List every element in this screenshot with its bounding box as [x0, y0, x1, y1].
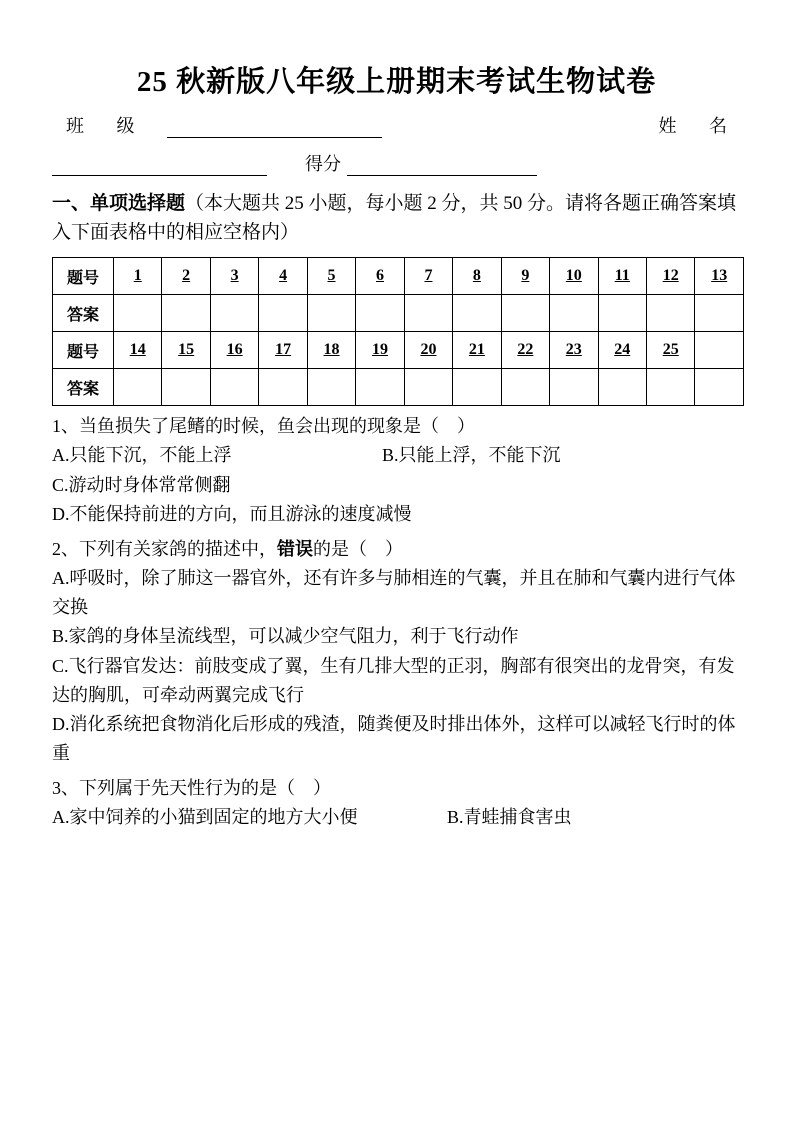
answer-cell[interactable] [695, 295, 744, 332]
answer-cell[interactable] [550, 295, 598, 332]
table-row [53, 258, 744, 295]
answer-cell[interactable] [646, 369, 694, 406]
table-row [53, 369, 744, 406]
answer-cell[interactable] [356, 295, 404, 332]
answer-cell[interactable] [114, 295, 162, 332]
answer-table [52, 257, 744, 406]
class-blank[interactable] [167, 117, 382, 138]
name-blank[interactable] [52, 155, 267, 176]
question-3-stem: 3、下列属于先天性行为的是（ ） [52, 778, 331, 799]
class-label: 班 级 [66, 116, 149, 137]
answer-cell[interactable] [646, 295, 694, 332]
question-number: 5 [307, 258, 355, 295]
question-number: 17 [259, 332, 307, 369]
student-info-row [52, 112, 741, 138]
question-number: 10 [550, 258, 598, 295]
section-1-heading [52, 190, 741, 247]
question-3-options-ab [52, 803, 741, 832]
answer-cell[interactable] [259, 295, 307, 332]
answer-cell[interactable] [550, 369, 598, 406]
question-2-option-a: A.呼吸时，除了肺这一器官外，还有许多与肺相连的气囊，并且在肺和气囊内进行气体交换 [52, 568, 736, 618]
question-number: 11 [598, 258, 646, 295]
answer-cell[interactable] [453, 369, 501, 406]
answer-cell[interactable] [404, 295, 452, 332]
section-1-heading-bold: 一、单项选择题 [52, 193, 186, 215]
question-2-stem-bold: 错误 [277, 538, 313, 559]
question-1-option-b: B.只能上浮，不能下沉 [382, 445, 561, 466]
question-number: 13 [695, 258, 744, 295]
question-number: 4 [259, 258, 307, 295]
answer-cell[interactable] [210, 295, 258, 332]
answer-cell[interactable] [307, 369, 355, 406]
name-label: 姓 名 [658, 116, 741, 137]
question-number: 20 [404, 332, 452, 369]
row-label-answer-1: 答案 [53, 295, 114, 332]
question-number: 6 [356, 258, 404, 295]
question-number: 19 [356, 332, 404, 369]
question-number: 21 [453, 332, 501, 369]
answer-cell[interactable] [162, 369, 210, 406]
row-label-question-1: 题号 [53, 258, 114, 295]
score-label: 得分 [305, 154, 341, 175]
answer-cell[interactable] [598, 295, 646, 332]
answer-cell[interactable] [501, 369, 549, 406]
question-2-option-c: C.飞行器官发达：前肢变成了翼，生有几排大型的正羽，胸部有很突出的龙骨突，有发达的胸肌，可牵动两翼完成飞行 [52, 655, 735, 705]
question-number: 18 [307, 332, 355, 369]
answer-cell[interactable] [501, 295, 549, 332]
question-3-option-a: A.家中饲养的小猫到固定的地方大小便 [52, 807, 358, 828]
question-1-option-d: D.不能保持前进的方向，而且游泳的速度减慢 [52, 503, 412, 524]
question-number: 8 [453, 258, 501, 295]
question-number: 3 [210, 258, 258, 295]
question-1-stem: 1、当鱼损失了尾鳍的时候，鱼会出现的现象是（ ） [52, 416, 475, 437]
question-number: 14 [114, 332, 162, 369]
question-number: 1 [114, 258, 162, 295]
answer-cell[interactable] [259, 369, 307, 406]
score-blank[interactable] [347, 155, 537, 176]
question-2 [52, 535, 741, 768]
question-number: 22 [501, 332, 549, 369]
question-1-options-ab [52, 441, 741, 470]
question-1-option-a: A.只能下沉，不能上浮 [52, 445, 232, 466]
question-number: 15 [162, 332, 210, 369]
table-row [53, 332, 744, 369]
row-label-question-2: 题号 [53, 332, 114, 369]
question-1 [52, 412, 741, 529]
question-2-stem [52, 535, 741, 564]
answer-cell[interactable] [307, 295, 355, 332]
question-number: 2 [162, 258, 210, 295]
question-number: 25 [646, 332, 694, 369]
question-3-option-b: B.青蛙捕食害虫 [447, 807, 572, 828]
question-number-empty [695, 332, 744, 369]
answer-cell[interactable] [598, 369, 646, 406]
question-2-option-b: B.家鸽的身体呈流线型，可以减少空气阻力，利于飞行动作 [52, 626, 519, 647]
answer-cell[interactable] [162, 295, 210, 332]
answer-cell[interactable] [404, 369, 452, 406]
question-number: 12 [646, 258, 694, 295]
question-3 [52, 774, 741, 832]
score-info-row [52, 150, 741, 176]
answer-cell[interactable] [453, 295, 501, 332]
answer-cell[interactable] [695, 369, 744, 406]
section-1-heading-rest: （本大题共 25 小题，每小题 2 分，共 50 分。请将各题正确答案填入下面表格中的相应空格内） [52, 193, 737, 243]
answer-cell[interactable] [210, 369, 258, 406]
row-label-answer-2: 答案 [53, 369, 114, 406]
table-row [53, 295, 744, 332]
question-2-stem-post: 的是（ ） [313, 538, 403, 559]
question-1-option-c: C.游动时身体常常侧翻 [52, 474, 231, 495]
question-number: 24 [598, 332, 646, 369]
answer-cell[interactable] [114, 369, 162, 406]
question-number: 7 [404, 258, 452, 295]
page-title: 25 秋新版八年级上册期末考试生物试卷 [136, 66, 657, 98]
question-2-stem-pre: 2、下列有关家鸽的描述中， [52, 538, 277, 559]
question-number: 16 [210, 332, 258, 369]
question-2-option-d: D.消化系统把食物消化后形成的残渣，随粪便及时排出体外，这样可以减轻飞行时的体重 [52, 713, 736, 763]
question-number: 23 [550, 332, 598, 369]
question-number: 9 [501, 258, 549, 295]
answer-cell[interactable] [356, 369, 404, 406]
